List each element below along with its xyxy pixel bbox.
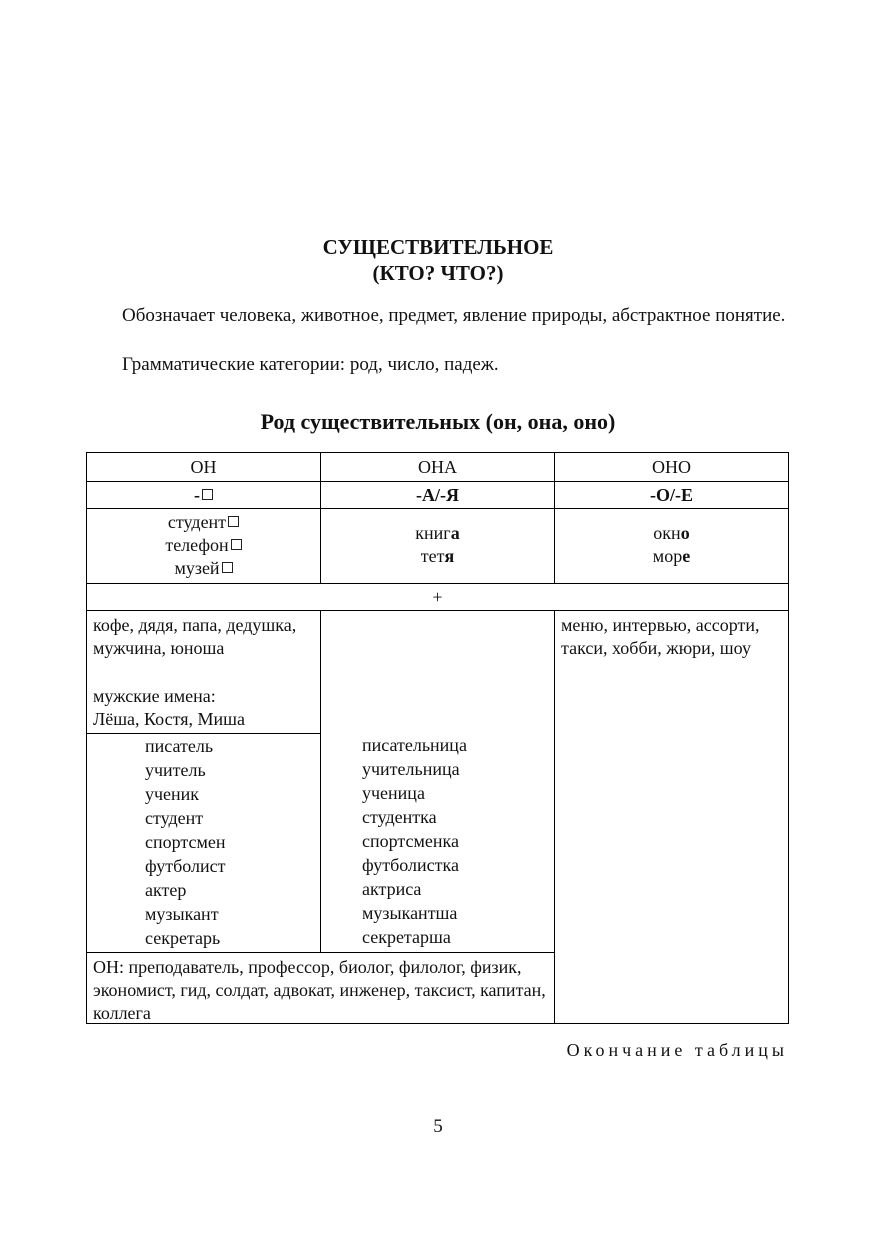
ending-he-text: - — [194, 485, 200, 505]
page-number: 5 — [433, 1116, 443, 1137]
he-only-professions-text: ОН: преподаватель, профессор, биолог, филолог, физик, экономист, гид, солдат, адвокат, инженер, таксист, капитан, коллега — [93, 957, 546, 1023]
examples-she — [320, 508, 555, 584]
list-item: ученица — [362, 783, 425, 803]
list-item: футболистка — [362, 855, 459, 875]
example-he-row: студент — [87, 511, 320, 534]
example-he-row: музей — [87, 557, 320, 580]
list-item: ученик — [145, 784, 200, 804]
zero-ending-square-icon — [222, 562, 233, 573]
he-exceptions-text: кофе, дядя, папа, дедушка, мужчина, юноша — [93, 615, 297, 658]
list-item: писатель — [145, 736, 214, 756]
categories-paragraph: Грамматические категории: род, число, падеж. — [122, 354, 499, 375]
example-she-row: тетя — [420, 546, 455, 566]
zero-ending-square-icon — [228, 516, 239, 527]
list-item: писательница — [362, 735, 467, 755]
male-names-label: мужские имена: — [93, 686, 216, 706]
he-exceptions-cell — [86, 610, 321, 734]
examples-he — [86, 508, 321, 584]
list-item: секретарша — [362, 927, 451, 947]
table-continuation-note: Окончание таблицы — [566, 1040, 788, 1060]
heading-line-2: (КТО? ЧТО?) — [372, 261, 504, 285]
example-he-row: телефон — [87, 534, 320, 557]
heading-line-1: СУЩЕСТВИТЕЛЬНОЕ — [322, 235, 554, 259]
male-names: Лёша, Костя, Миша — [93, 709, 245, 729]
it-exceptions-text: меню, интервью, ассорти, такси, хобби, жюри, шоу — [561, 615, 760, 658]
header-she: ОНА — [320, 452, 555, 482]
list-item: студент — [145, 808, 204, 828]
example-it-row: окно — [653, 523, 690, 543]
page-heading — [0, 234, 876, 286]
professions-he-list — [145, 734, 225, 950]
plus-row: + — [86, 583, 789, 611]
professions-she-list — [362, 733, 467, 949]
ending-it: -О/-Е — [554, 481, 789, 509]
list-item: спортсмен — [145, 832, 226, 852]
list-item: учительница — [362, 759, 460, 779]
example-she-row: книга — [415, 523, 460, 543]
definition-paragraph: Обозначает человека, животное, предмет, явление природы, абстрактное понятие. — [122, 305, 786, 326]
list-item: секретарь — [145, 928, 221, 948]
list-item: актриса — [362, 879, 422, 899]
list-item: музыкантша — [362, 903, 458, 923]
header-he: ОН — [86, 452, 321, 482]
examples-it — [554, 508, 789, 584]
list-item: спортсменка — [362, 831, 459, 851]
example-it-row: море — [652, 546, 691, 566]
he-only-professions-cell — [86, 952, 555, 1024]
zero-ending-square-icon — [231, 539, 242, 550]
it-exceptions-cell — [554, 610, 789, 1024]
ending-she: -А/-Я — [320, 481, 555, 509]
zero-ending-square-icon — [202, 489, 213, 500]
list-item: музыкант — [145, 904, 219, 924]
header-it: ОНО — [554, 452, 789, 482]
list-item: актер — [145, 880, 187, 900]
list-item: студентка — [362, 807, 437, 827]
list-item: футболист — [145, 856, 226, 876]
section-title: Род существительных (он, она, оно) — [260, 409, 616, 434]
ending-he — [86, 481, 321, 509]
list-item: учитель — [145, 760, 206, 780]
